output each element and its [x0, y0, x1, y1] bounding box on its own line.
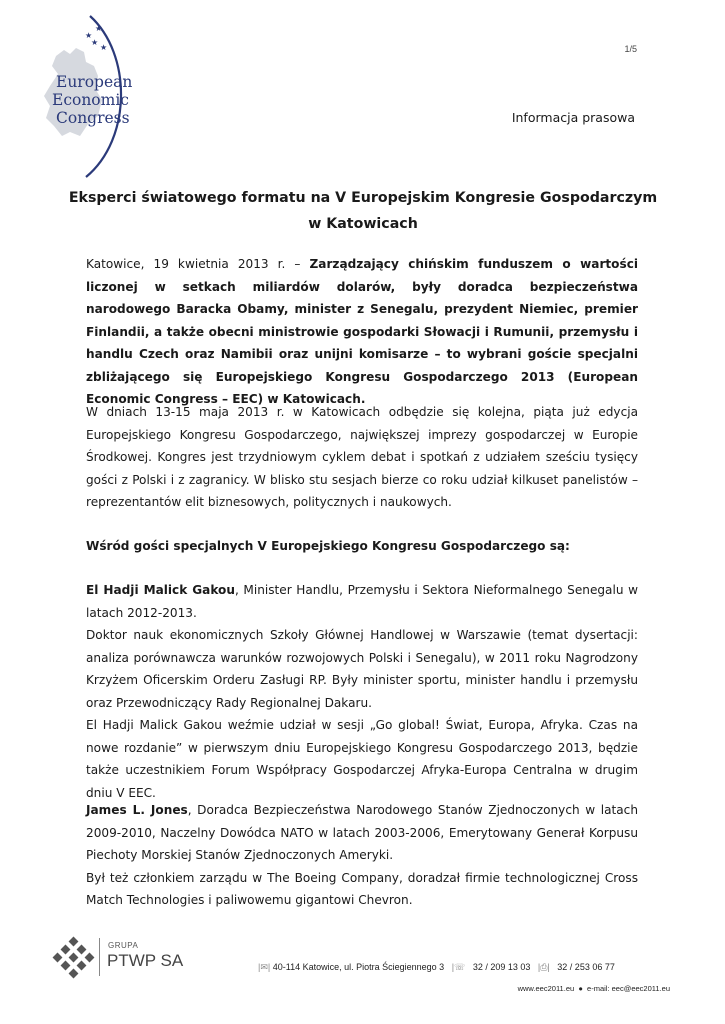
- footer-phone: 32 / 209 13 03: [472, 962, 531, 972]
- footer-address: 40-114 Katowice, ul. Piotra Ściegiennego 3: [272, 962, 445, 972]
- svg-text:★: ★: [91, 38, 99, 47]
- footer-fax: 32 / 253 06 77: [557, 962, 615, 972]
- document-type: Informacja prasowa: [511, 110, 635, 125]
- guest-1-entry: [86, 579, 638, 804]
- footer-contact: [258, 962, 615, 973]
- logo-line-2: Economic: [52, 91, 129, 109]
- logo-line-1: European: [56, 73, 133, 91]
- footer-web: [518, 984, 670, 993]
- group-label: GRUPA: [108, 941, 139, 950]
- guest-1-name: El Hadji Malick Gakou: [86, 583, 235, 597]
- guests-heading: Wśród gości specjalnych V Europejskiego Kongresu Gospodarczego są:: [86, 539, 570, 553]
- guest-2-name: James L. Jones: [86, 803, 188, 817]
- intro-paragraph: W dniach 13-15 maja 2013 r. w Katowicach odbędzie się kolejna, piąta już edycja Europejskiego Kongresu Gospodarczego, największej imprezy gospodarczej w Europie Środkowej. Kongres jest trzydniowym cyklem debat i spotkań z udziałem sześciu tysięcy gości z Polski i z zagranicy. W blisko stu sesjach bierze co roku udział kilkuset panelistów – reprezentantów elit biznesowych, politycznych i naukowych.: [86, 405, 638, 509]
- title-line-1: Eksperci światowego formatu na V Europejskim Kongresie Gospodarczym: [68, 190, 658, 206]
- company-name: PTWP SA: [107, 951, 184, 970]
- guest-1-role: , Minister Handlu, Przemysłu i Sektora Nieformalnego Senegalu w latach 2012-2013.: [86, 583, 638, 620]
- guest-1-bio: Doktor nauk ekonomicznych Szkoły Głównej Handlowej w Warszawie (temat dysertacji: analiza porównawcza warunków rozwojowych Polski i Senegalu), w 2011 roku Nagrodzony Krzyżem Oficerskim Orderu Zasługi RP. Były minister sportu, minister handlu i przemysłu oraz Przewodniczący Rady Regionalnej Dakaru.: [86, 628, 638, 710]
- guest-2-role: , Doradca Bezpieczeństwa Narodowego Stanów Zjednoczonych w latach 2009-2010, Naczelny Dowódca NATO w latach 2003-2006, Emerytowany Generał Korpusu Piechoty Morskiej Stanów Zjednoczonych Ameryki.: [86, 803, 638, 862]
- guest-1-session: El Hadji Malick Gakou weźmie udział w sesji „Go global! Świat, Europa, Afryka. Czas na nowe rozdanie” w pierwszym dniu Europejskiego Kongresu Gospodarczego 2013, będzie także uczestnikiem Forum Współpracy Gospodarczej Afryka-Europa Centralna w drugim dniu V EEC.: [86, 718, 638, 800]
- lead-paragraph: [86, 253, 638, 411]
- svg-text:★: ★: [85, 31, 93, 40]
- bullet-icon: ●: [578, 984, 583, 993]
- guest-2-bio: Był też członkiem zarządu w The Boeing Company, doradzał firmie technologicznej Cross Match Technologies i paliwowemu gigantowi Chevron.: [86, 870, 638, 907]
- logo-divider: [99, 938, 100, 976]
- page-number: 1/5: [624, 44, 637, 54]
- lead-prefix: Katowice, 19 kwietnia 2013 r. –: [86, 257, 310, 271]
- eec-logo: [40, 14, 135, 179]
- guest-2-entry: [86, 799, 638, 912]
- phone-icon: |☏: [451, 962, 466, 972]
- footer-website[interactable]: www.eec2011.eu: [517, 984, 575, 993]
- logo-line-3: Congress: [56, 109, 130, 127]
- title-line-2: w Katowicach: [308, 216, 418, 232]
- lead-bold: Zarządzający chińskim funduszem o wartości liczonej w setkach miliardów dolarów, były doradca bezpieczeństwa narodowego Baracka Obamy, minister z Senegalu, prezydent Niemiec, premier Finlandii, a także obecni ministrowie gospodarki Słowacji i Rumunii, przemysłu i handlu Czech oraz Namibii oraz unijni komisarze – to wybrani goście specjalni zbliżającego się Europejskiego Kongresu Gospodarczego 2013 (European Economic Congress – EEC) w Katowicach.: [86, 257, 639, 406]
- address-icon: |✉|: [258, 962, 271, 972]
- ptwp-logo: [52, 936, 202, 982]
- footer-email[interactable]: e-mail: eec@eec2011.eu: [587, 984, 670, 993]
- svg-text:★: ★: [100, 43, 108, 52]
- ptwp-emblem-icon: [52, 936, 96, 980]
- fax-icon: |⎙|: [537, 962, 550, 972]
- svg-text:★: ★: [95, 24, 103, 33]
- page-title: [60, 185, 666, 237]
